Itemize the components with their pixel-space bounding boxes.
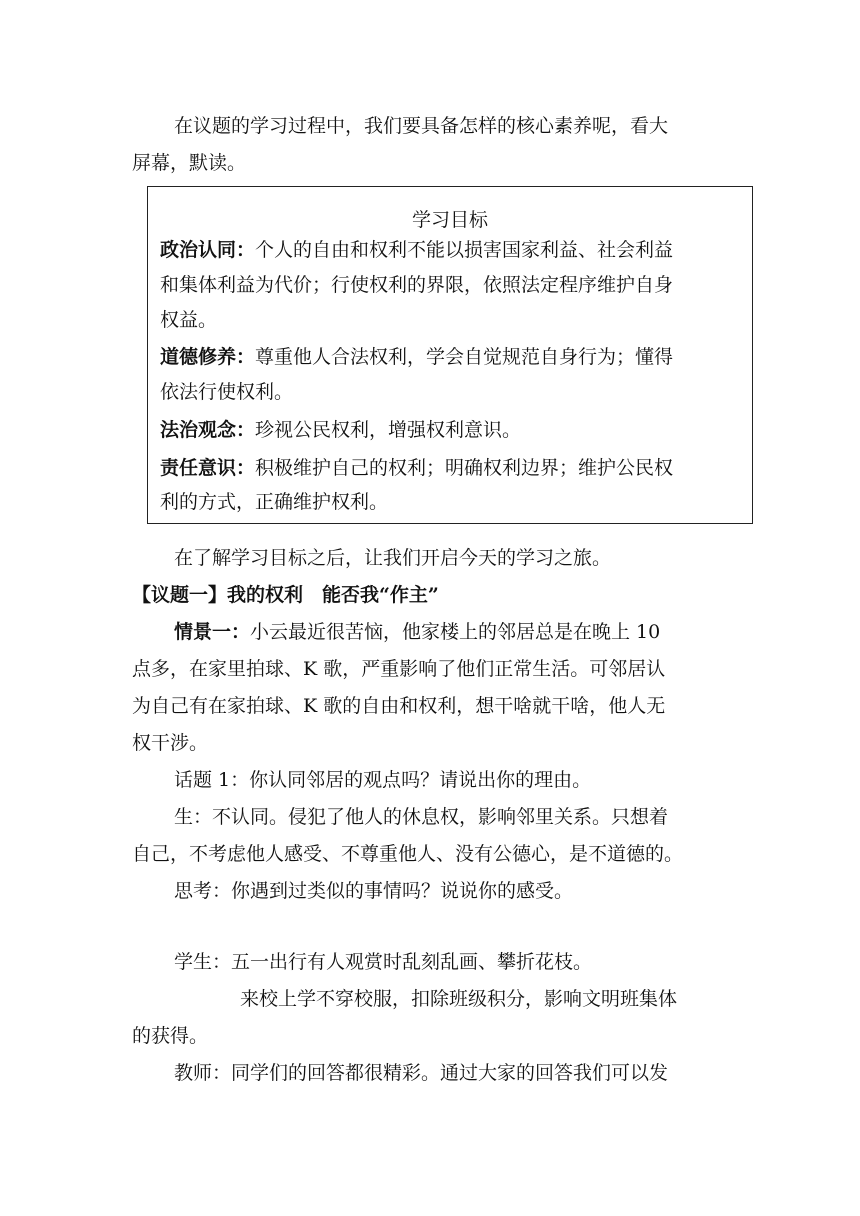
objective-moral-line-1 — [160, 342, 745, 372]
objective-moral-text-1: 尊重他人合法权利，学会自觉规范自身行为；懂得 — [255, 346, 674, 368]
scene-line-1 — [174, 614, 774, 651]
objective-political-label: 政治认同： — [160, 239, 256, 261]
teacher-response-line-1: 教师：同学们的回答都很精彩。通过大家的回答我们可以发 — [174, 1062, 669, 1084]
thinking-prompt: 思考：你遇到过类似的事情吗？说说你的感受。 — [174, 880, 574, 902]
objective-political-line-3: 权益。 — [160, 309, 218, 331]
transition-text: 在了解学习目标之后，让我们开启今天的学习之旅。 — [174, 547, 612, 569]
objective-political-text-1: 个人的自由和权利不能以损害国家利益、社会利益 — [255, 239, 674, 261]
objective-moral-line-2: 依法行使权利。 — [160, 381, 294, 403]
objective-law-line-1 — [160, 415, 745, 445]
objective-moral-label: 道德修养： — [160, 346, 256, 368]
student-example-line-1: 学生：五一出行有人观赏时乱刻乱画、攀折花枝。 — [174, 951, 593, 973]
objective-responsibility-label: 责任意识： — [160, 457, 256, 479]
scene-label: 情景一： — [174, 621, 251, 643]
student-answer-line-2: 自己，不考虑他人感受、不尊重他人、没有公德心，是不道德的。 — [132, 843, 684, 865]
student-example-line-3: 的获得。 — [132, 1025, 209, 1047]
learning-objectives-box — [147, 186, 753, 524]
objective-responsibility-line-1 — [160, 453, 745, 483]
student-example-line-2: 来校上学不穿校服，扣除班级积分，影响文明班集体 — [240, 988, 678, 1010]
intro-line-2: 屏幕，默读。 — [132, 152, 247, 174]
topic-one-heading: 【议题一】我的权利 能否我“作主” — [132, 584, 439, 606]
objective-law-label: 法治观念： — [160, 419, 256, 441]
student-answer-line-1: 生：不认同。侵犯了他人的休息权，影响邻里关系。只想着 — [174, 806, 669, 828]
intro-line-1: 在议题的学习过程中，我们要具备怎样的核心素养呢，看大 — [174, 115, 669, 137]
objective-political-line-1 — [160, 235, 745, 265]
objective-political-line-2: 和集体利益为代价；行使权利的界限，依照法定程序维护自身 — [160, 274, 674, 296]
question-one: 话题 1：你认同邻居的观点吗？请说出你的理由。 — [174, 769, 592, 791]
objective-responsibility-line-2: 利的方式，正确维护权利。 — [160, 491, 389, 513]
objective-law-text-1: 珍视公民权利，增强权利意识。 — [255, 419, 522, 441]
scene-line-4: 权干涉。 — [132, 732, 209, 754]
objective-responsibility-text-1: 积极维护自己的权利；明确权利边界；维护公民权 — [255, 457, 674, 479]
scene-line-3: 为自己有在家拍球、K 歌的自由和权利，想干啥就干啥，他人无 — [132, 695, 666, 717]
objectives-title: 学习目标 — [411, 209, 488, 231]
scene-text-1: 小云最近很苦恼，他家楼上的邻居总是在晚上 10 — [250, 621, 661, 643]
scene-line-2: 点多，在家里拍球、K 歌，严重影响了他们正常生活。可邻居认 — [132, 658, 666, 680]
